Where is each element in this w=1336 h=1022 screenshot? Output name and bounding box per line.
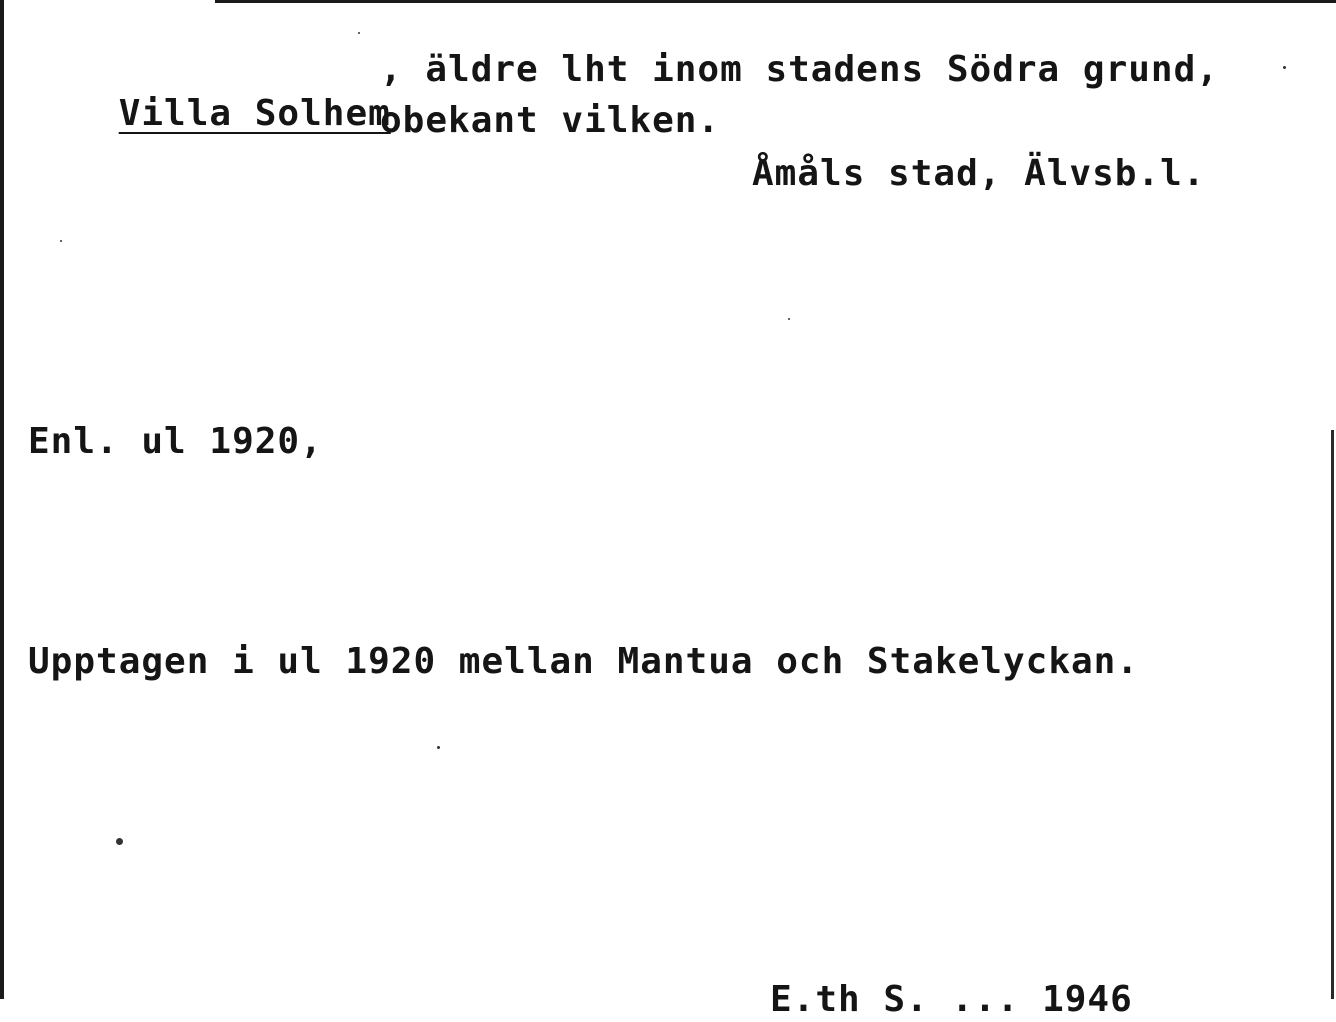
- place-name: Villa Solhem: [118, 93, 391, 134]
- card-top-edge: [215, 0, 1336, 3]
- card-right-edge: [1331, 430, 1334, 999]
- ink-speck: [437, 746, 440, 749]
- card-left-edge: [0, 0, 4, 999]
- ink-speck: [1283, 66, 1286, 69]
- card-note: Upptagen i ul 1920 mellan Mantua och Stakelyckan.: [28, 641, 1140, 682]
- place-description-continued: obekant vilken.: [380, 100, 721, 141]
- source-reference: Enl. ul 1920,: [28, 421, 323, 462]
- ink-speck: [788, 318, 790, 320]
- ink-speck: [358, 32, 360, 34]
- ink-speck: [116, 838, 123, 845]
- place-description: , äldre lht inom stadens Södra grund,: [380, 49, 1219, 90]
- ink-speck: [60, 240, 62, 242]
- place-location: Åmåls stad, Älvsb.l.: [752, 153, 1206, 194]
- card-footer-signature: E.th S. ... 1946: [770, 979, 1133, 1020]
